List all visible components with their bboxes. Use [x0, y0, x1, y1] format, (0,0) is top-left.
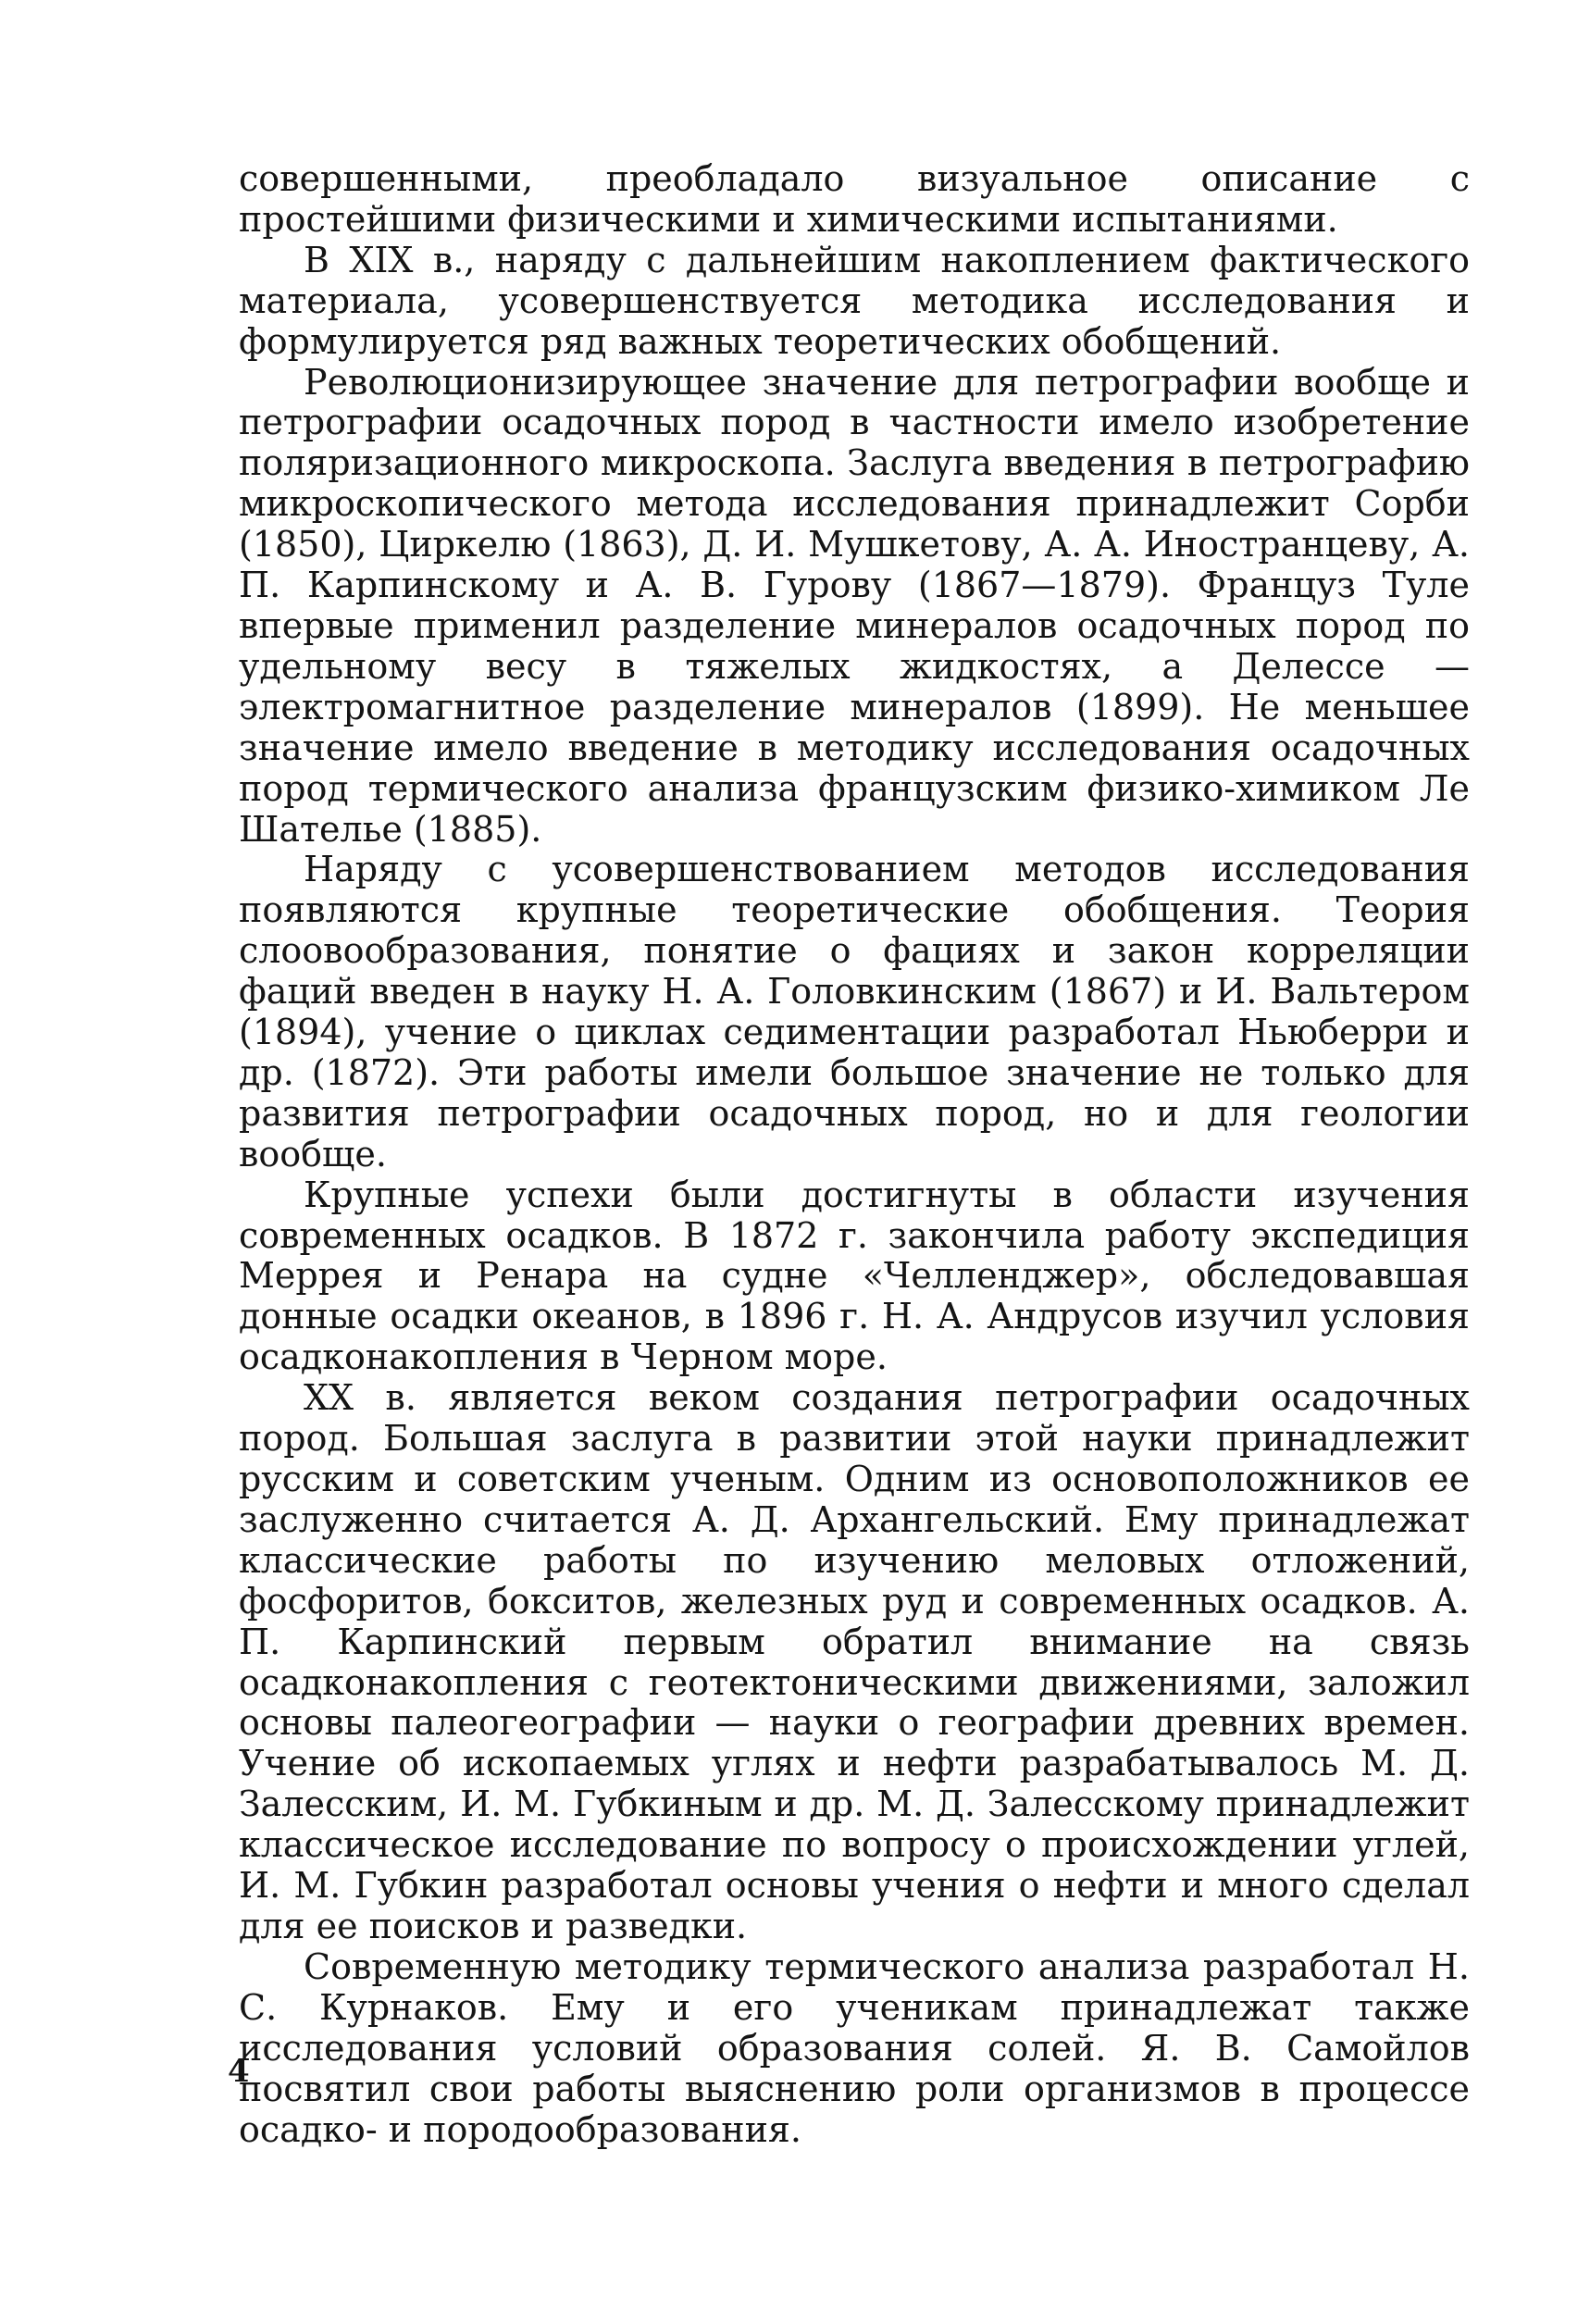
- paragraph-3: Революционизирующее значение для петрографии вообще и петрографии осадочных пород в частности имело изобретение поляризационного микроскопа. Заслуга введения в петрографию микроскопического метода исследования принадлежит Сорби (1850), Циркелю (1863), Д. И. Мушкетову, А. А. Иностранцеву, А. П. Карпинскому и А. В. Гурову (1867—1879). Француз Туле впервые применил разделение минералов осадочных пород по удельному весу в тяжелых жидкостях, а Делессе — электромагнитное разделение минералов (1899). Не меньшее значение имело введение в методику исследования осадочных пород термического анализа французским физико-химиком Ле Шателье (1885).: [239, 361, 1470, 850]
- paragraph-6: XX в. является веком создания петрографии осадочных пород. Большая заслуга в развитии этой науки принадлежит русским и советским ученым. Одним из основоположников ее заслуженно считается А. Д. Архангельский. Ему принадлежат классические работы по изучению меловых отложений, фосфоритов, бокситов, железных руд и современных осадков. А. П. Карпинский первым обратил внимание на связь осадконакопления с геотектоническими движениями, заложил основы палеогеографии — науки о географии древних времен. Учение об ископаемых углях и нефти разрабатывалось М. Д. Залесским, И. М. Губкиным и др. М. Д. Залесскому принадлежит классическое исследование по вопросу о происхождении углей, И. М. Губкин разработал основы учения о нефти и много сделал для ее поисков и разведки.: [239, 1377, 1470, 1946]
- paragraph-2: В XIX в., наряду с дальнейшим накоплением фактического материала, усовершенствуется методика исследования и формулируется ряд важных теоретических обобщений.: [239, 239, 1470, 362]
- paragraph-5: Крупные успехи были достигнуты в области изучения современных осадков. В 1872 г. закончила работу экспедиция Меррея и Ренара на судне «Челленджер», обследовавшая донные осадки океанов, в 1896 г. Н. А. Андрусов изучил условия осадконакопления в Черном море.: [239, 1174, 1470, 1378]
- paragraph-4: Наряду с усовершенствованием методов исследования появляются крупные теоретические обобщения. Теория слоовообразования, понятие о фациях и закон корреляции фаций введен в науку Н. А. Головкинским (1867) и И. Вальтером (1894), учение о циклах седиментации разработал Ньюберри и др. (1872). Эти работы имели большое значение не только для развития петрографии осадочных пород, но и для геологии вообще.: [239, 849, 1470, 1174]
- page-number: 4: [228, 2053, 250, 2090]
- paragraph-1: совершенными, преобладало визуальное описание с простейшими физическими и химическими испытаниями.: [239, 158, 1470, 240]
- body-text: [239, 159, 1470, 2150]
- paragraph-7: Современную методику термического анализа разработал Н. С. Курнаков. Ему и его ученикам принадлежат также исследования условий образования солей. Я. В. Самойлов посвятил свои работы выяснению роли организмов в процессе осадко- и породообразования.: [239, 1945, 1470, 2150]
